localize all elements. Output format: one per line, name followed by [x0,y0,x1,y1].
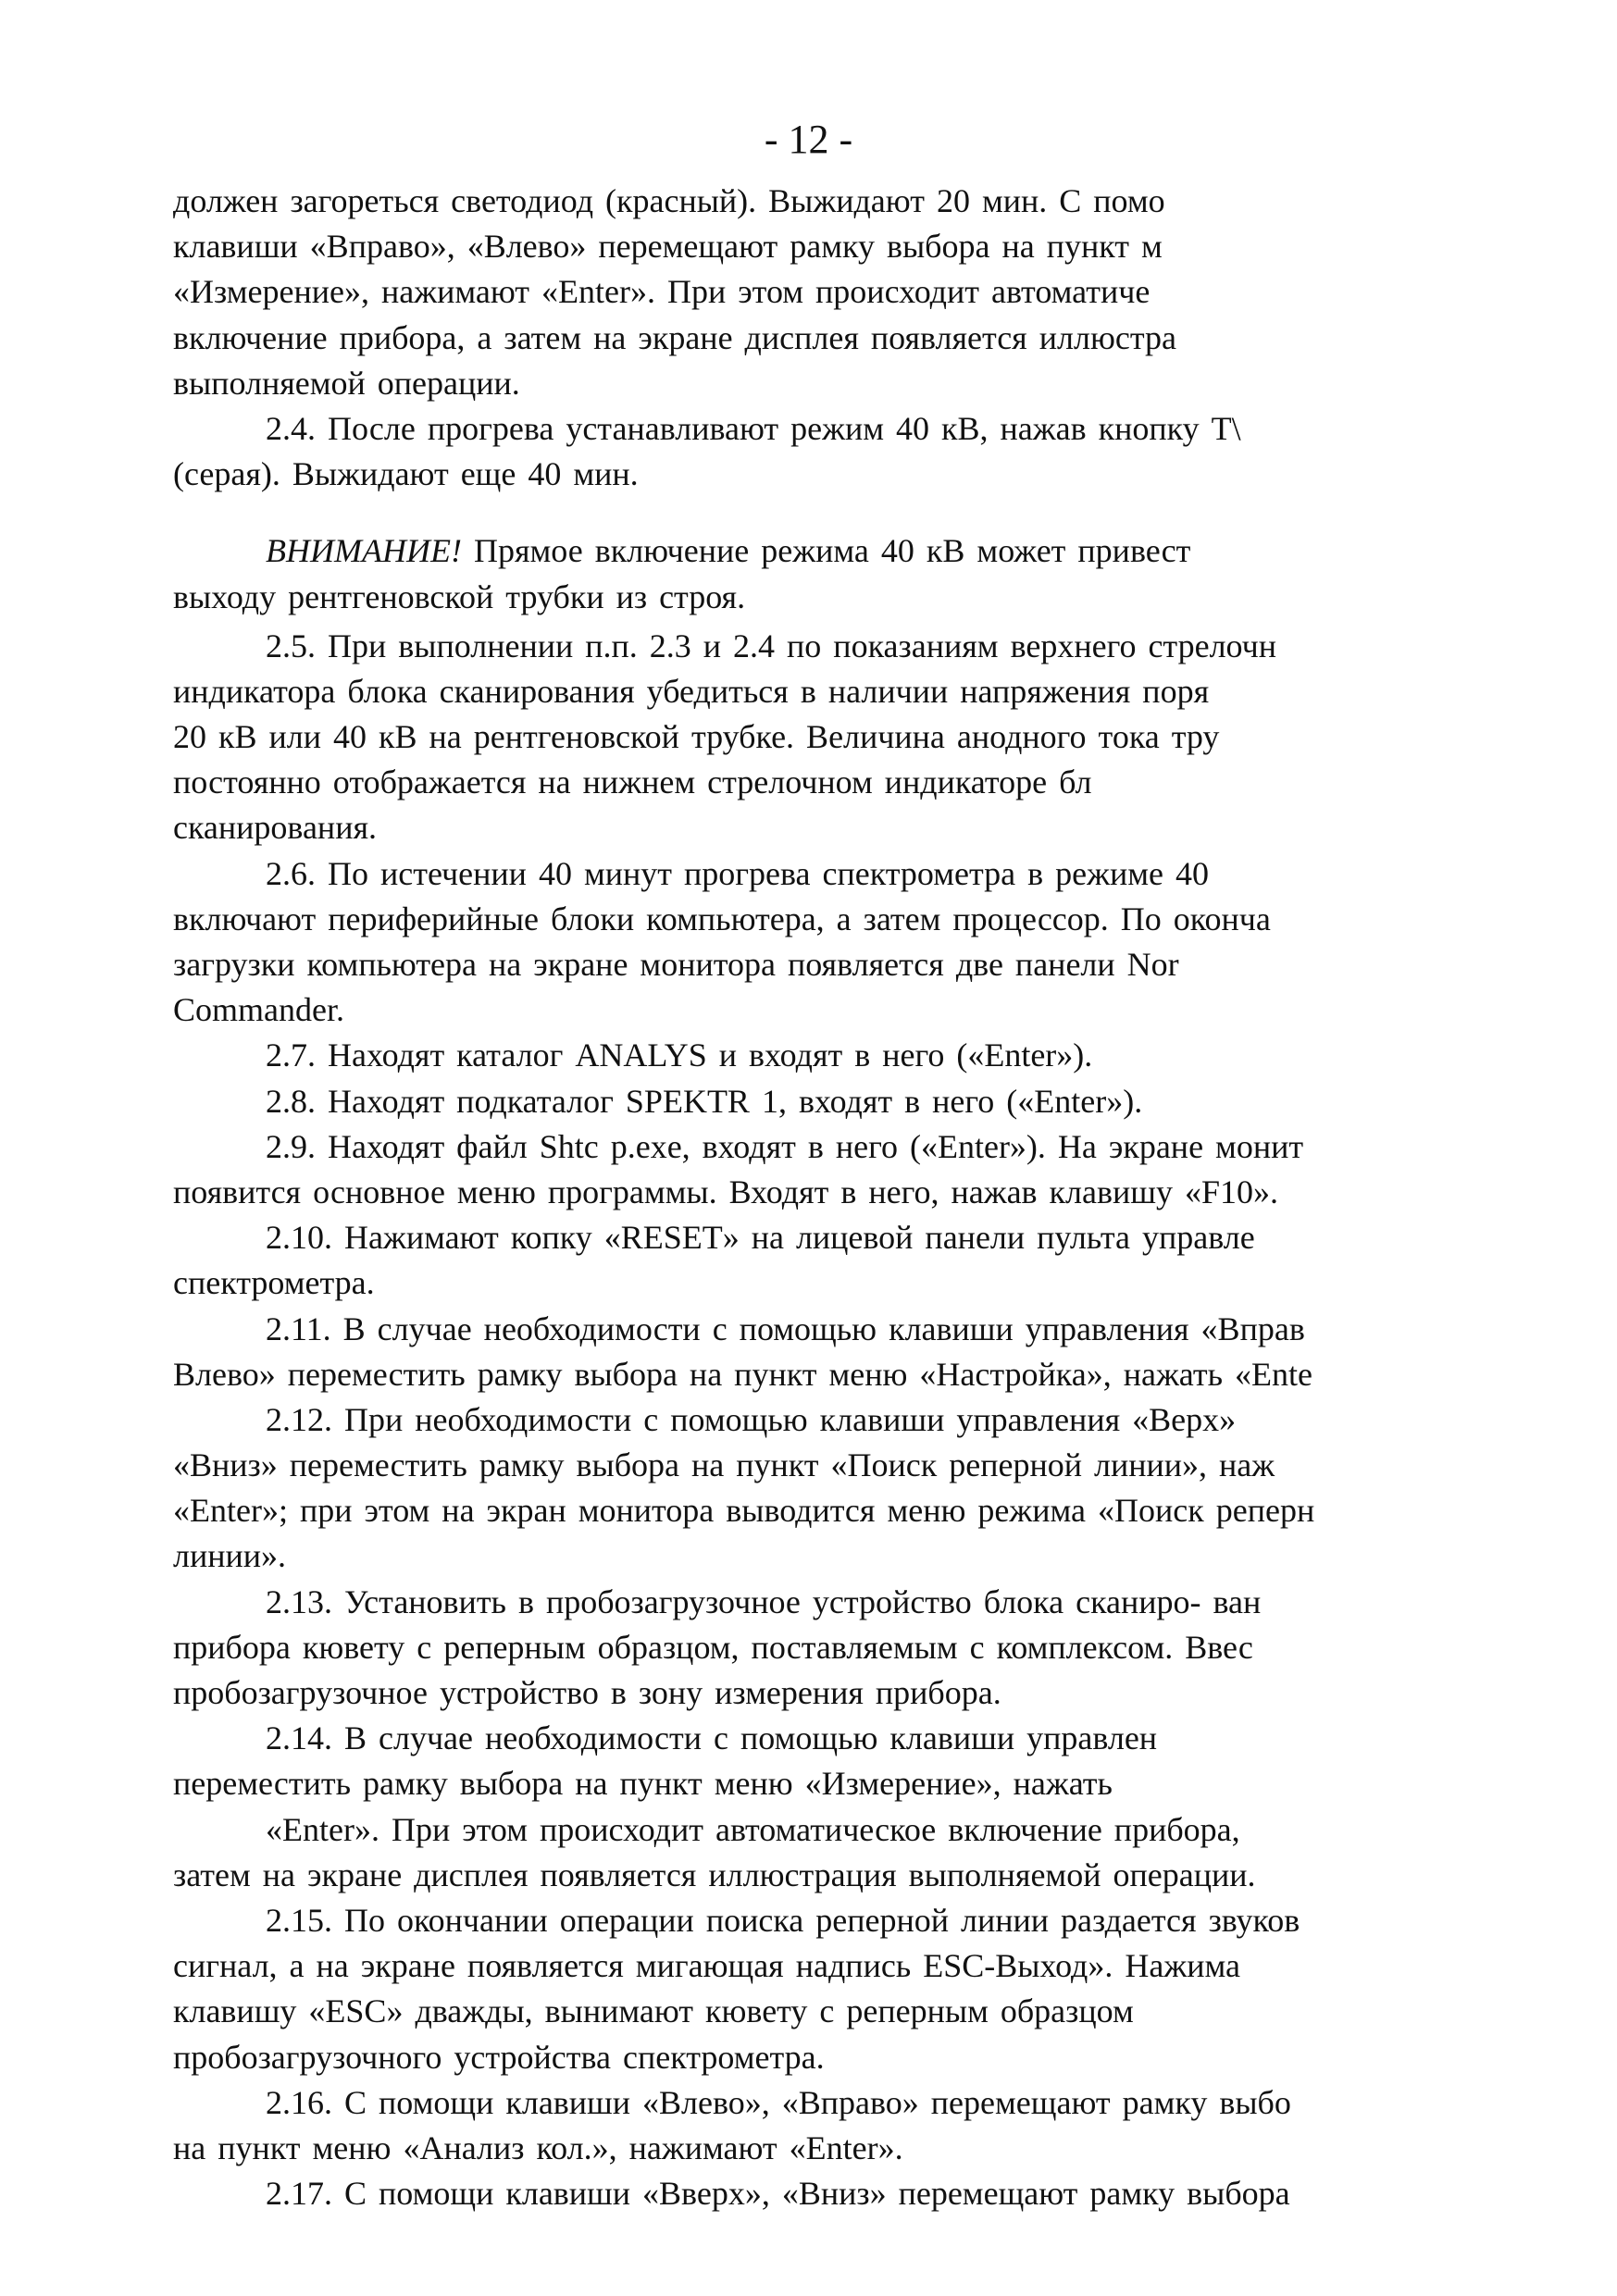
warning-line [173,528,1617,574]
text-line: «Enter». При этом происходит автоматическое включение прибора, [266,1810,1240,1848]
text-line: клавишу «ESC» дважды, вынимают кювету с реперным образцом [173,1992,1134,2030]
text-line: пробозагрузочного устройства спектрометра. [173,2038,825,2076]
text-line: 2.4. После прогрева устанавливают режим 40 кВ, нажав кнопку T\ [266,409,1241,447]
text-line: на пункт меню «Анализ кол.», нажимают «Enter». [173,2128,903,2166]
text-line: должен загореться светодиод (красный). Выжидают 20 мин. С помо [173,182,1165,219]
text-line: 2.12. При необходимости с помощью клавиши управления «Верх» [266,1400,1237,1438]
text-line: сигнал, а на экране появляется мигающая надпись ESC-Выход». Нажима [173,1947,1240,1985]
text-line: линии». [173,1537,287,1575]
page-number: - 12 - [764,117,853,162]
text-line: 20 кВ или 40 кВ на рентгеновской трубке. Величина анодного тока тру [173,718,1220,756]
text-line: 2.13. Установить в пробозагрузочное устройство блока сканиро- ван [266,1582,1262,1620]
text-line: 2.5. При выполнении п.п. 2.3 и 2.4 по показаниям верхнего стрелочн [266,627,1276,664]
text-line: выполняемой операции. [173,364,520,402]
text-line: затем на экране дисплея появляется иллюстрация выполняемой операции. [173,1855,1256,1893]
text-line: «Вниз» переместить рамку выбора на пункт «Поиск реперной линии», наж [173,1446,1275,1484]
body-text [173,179,1617,2216]
text-line: спектрометра. [173,1264,375,1302]
text-line: индикатора блока сканирования убедиться в наличии напряжения поря [173,672,1210,710]
text-line: клавиши «Вправо», «Влево» перемещают рамку выбора на пункт м [173,228,1163,266]
warning-text: Прямое включение режима 40 кВ может привест [461,532,1191,570]
text-line: 2.17. С помощи клавиши «Вверх», «Вниз» перемещают рамку выбора [266,2175,1290,2213]
text-line: 2.15. По окончании операции поиска реперной линии раздается звуков [266,1901,1300,1939]
text-line: включают периферийные блоки компьютера, а затем процессор. По оконча [173,900,1271,937]
text-line: 2.11. В случае необходимости с помощью клавиши управления «Вправ [266,1309,1305,1347]
text-line: включение прибора, а затем на экране дисплея появляется иллюстра [173,318,1176,356]
text-line: 2.9. Находят файл Shtc p.exe, входят в него («Enter»). На экране монит [266,1127,1304,1165]
text-line: загрузки компьютера на экране монитора появляется две панели Nor [173,946,1179,983]
text-line: сканирования. [173,809,378,847]
text-line: 2.8. Находят подкаталог SPEKTR 1, входят в него («Enter»). [266,1082,1143,1120]
text-line: Влево» переместить рамку выбора на пункт меню «Настройка», нажать «Ente [173,1355,1312,1393]
text-line: Commander. [173,991,344,1029]
text-line: «Измерение», нажимают «Enter». При этом происходит автоматиче [173,273,1151,311]
text-line: 2.14. В случае необходимости с помощью клавиши управлен [266,1719,1158,1757]
text-line: выходу рентгеновской трубки из строя. [173,577,746,615]
text-line: пробозагрузочное устройство в зону измерения прибора. [173,1674,1001,1711]
text-line: прибора кювету с реперным образцом, поставляемым с комплексом. Ввес [173,1628,1253,1666]
text-line: переместить рамку выбора на пункт меню «Измерение», нажать [173,1765,1113,1803]
text-line: (серая). Выжидают еще 40 мин. [173,455,639,493]
text-line: 2.10. Нажимают копку «RESET» на лицевой панели пульта управле [266,1219,1255,1257]
warning-label: ВНИМАНИЕ! [266,532,462,570]
text-line: «Enter»; при этом на экран монитора выводится меню режима «Поиск реперн [173,1492,1315,1530]
text-line: 2.16. С помощи клавиши «Влево», «Вправо» перемещают рамку выбо [266,2083,1291,2121]
text-line: 2.7. Находят каталог ANALYS и входят в него («Enter»). [266,1036,1093,1074]
text-line: 2.6. По истечении 40 минут прогрева спектрометра в режиме 40 [266,854,1210,892]
text-line: постоянно отображается на нижнем стрелочном индикаторе бл [173,763,1092,801]
text-line: появится основное меню программы. Входят в него, нажав клавишу «F10». [173,1173,1278,1210]
